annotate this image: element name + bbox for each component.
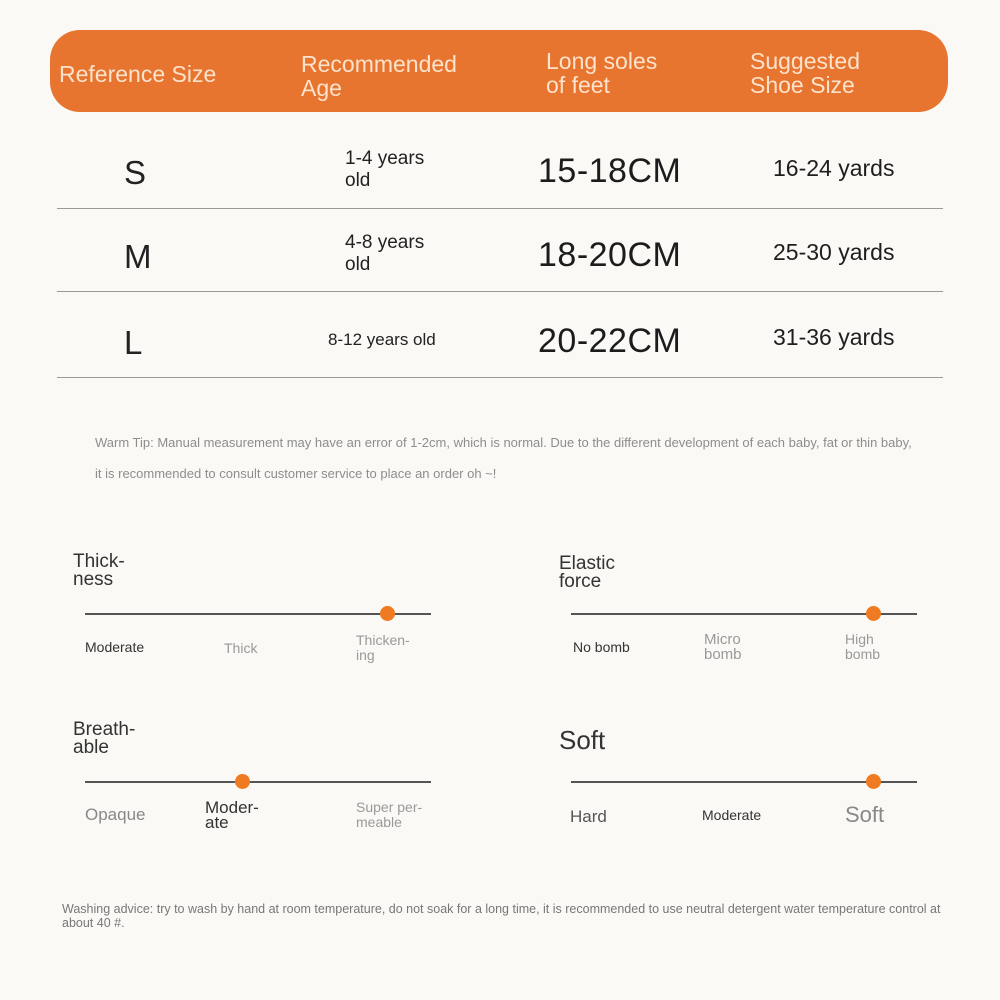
row-size: L (124, 324, 143, 361)
row-age: 8-12 years old (328, 330, 436, 349)
breathable-option-opaque: Opaque (85, 805, 146, 824)
breathable-track (85, 781, 431, 783)
header-suggested-shoe-size: Suggested Shoe Size (750, 48, 860, 98)
thickness-option-thickening: Thicken- ing (356, 632, 410, 663)
elastic-force-scale (559, 555, 909, 705)
soft-knob (866, 774, 881, 789)
header-reference-size: Reference Size (59, 61, 217, 87)
soft-label: Soft (559, 725, 606, 755)
elastic-knob (866, 606, 881, 621)
row-sole-length: 15-18CM (538, 152, 682, 190)
row-age: 1-4 years old (345, 148, 425, 191)
row-divider (57, 208, 943, 209)
soft-option-hard: Hard (570, 807, 607, 826)
thickness-option-moderate: Moderate (85, 639, 145, 655)
breathable-scale (73, 721, 423, 871)
row-divider (57, 377, 943, 378)
soft-scale (559, 727, 909, 877)
row-size: M (124, 238, 152, 275)
thickness-knob (380, 606, 395, 621)
thickness-scale (73, 553, 423, 703)
elastic-option-high-bomb: High bomb (845, 631, 881, 662)
soft-option-moderate: Moderate (702, 807, 762, 823)
row-size: S (124, 154, 147, 191)
row-sole-length: 18-20CM (538, 236, 682, 274)
row-sole-length: 20-22CM (538, 322, 682, 360)
warm-tip: Warm Tip: Manual measurement may have an error of 1-2cm, which is normal. Due to the different development of each baby, fat or thin baby, it is recommended to consult customer service to place an order oh ~! (95, 435, 912, 481)
breathable-option-super-permeable: Super per- meable (356, 799, 423, 830)
row-yards: 16-24 yards (773, 155, 895, 181)
row-age: 4-8 years old (345, 232, 425, 275)
elastic-option-micro-bomb: Micro bomb (704, 631, 742, 663)
header-long-soles: Long soles of feet (546, 48, 658, 98)
breathable-option-moderate: Moder- ate (205, 798, 259, 832)
thickness-option-thick: Thick (224, 640, 258, 656)
row-divider (57, 291, 943, 292)
row-yards: 25-30 yards (773, 239, 895, 265)
breathable-label: Breath- able (73, 719, 136, 758)
size-table-header (50, 30, 948, 112)
thickness-label: Thick- ness (73, 551, 125, 590)
row-yards: 31-36 yards (773, 324, 895, 350)
breathable-knob (235, 774, 250, 789)
washing-advice: Washing advice: try to wash by hand at room temperature, do not soak for a long time, it is recommended to use neutral detergent water temperature control at about 40 #. (62, 902, 941, 930)
header-recommended-age: Recommended Age (301, 51, 457, 101)
elastic-force-label: Elastic force (559, 553, 615, 592)
elastic-option-no-bomb: No bomb (573, 639, 630, 655)
soft-option-soft: Soft (845, 802, 885, 827)
